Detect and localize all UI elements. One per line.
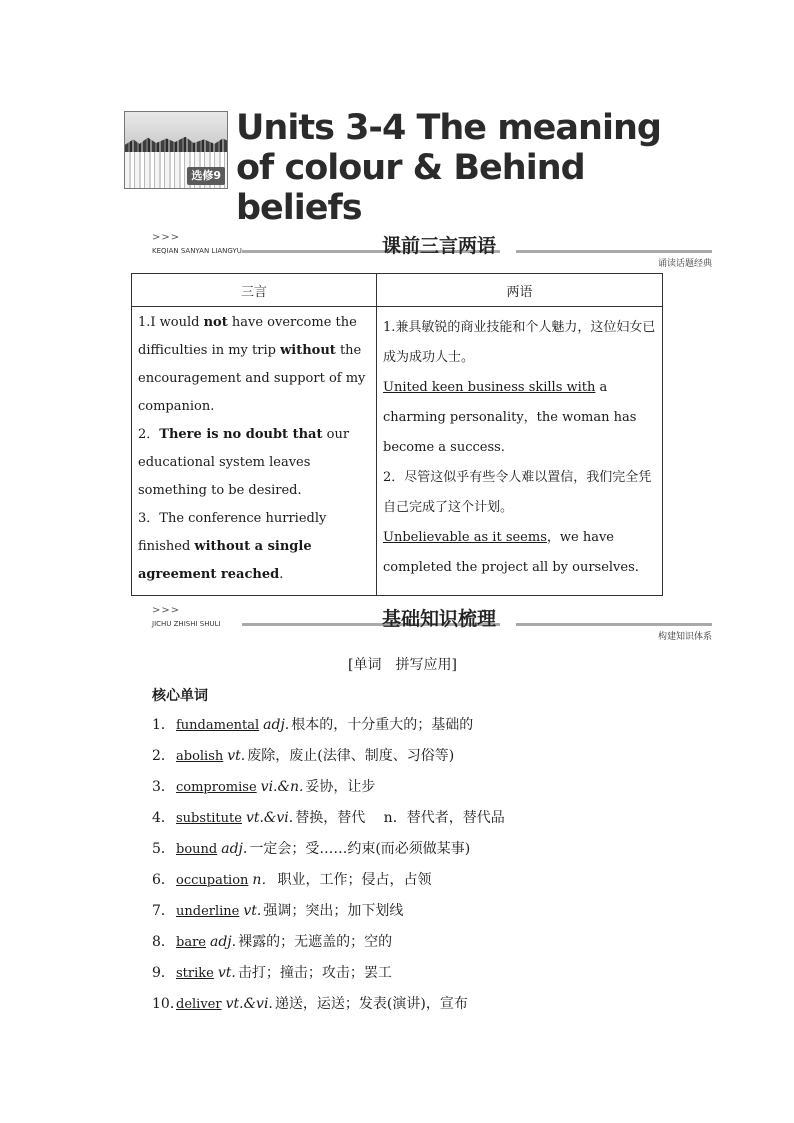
subsection-heading: [单词 拼写应用] [348, 657, 457, 673]
section-title: 基础知识梳理 [381, 608, 496, 630]
liangyu-cell [377, 307, 663, 596]
unit-header [124, 108, 684, 228]
treeline-graphic [125, 134, 228, 152]
sentence-item: 3．The conference hurriedly finished without a single agreement reached. [138, 511, 327, 582]
section-subtitle: 构建知识体系 [657, 632, 712, 642]
chevron-icon: >>> [152, 605, 181, 616]
sentence-table [131, 273, 663, 596]
section-rule [516, 623, 712, 626]
elective-badge: 选修9 [187, 167, 225, 185]
section-rule [516, 250, 712, 253]
list-item: 7．underline vt. 强调；突出；加下划线 [152, 903, 404, 919]
list-item: 4．substitute vt.&vi. 替换，替代 n．替代者，替代品 [152, 810, 505, 826]
section-bar-keqian [152, 232, 712, 269]
list-item: 6．occupation n． 职业，工作；侵占，占领 [152, 872, 432, 888]
sentence-item: 1.I would not have overcome the difficulties in my trip without the encouragement and support of my companion. [138, 315, 366, 414]
chevron-icon: >>> [152, 232, 181, 243]
list-item: 2．abolish vt. 废除，废止(法律、制度、习俗等) [152, 748, 455, 764]
table-row [132, 307, 663, 596]
section-pinyin: KEQIAN SANYAN LIANGYU [152, 247, 242, 255]
column-header: 三言 [132, 274, 377, 307]
section-subtitle: 诵读话题经典 [657, 259, 712, 269]
section-bar-jichu [152, 605, 712, 642]
list-item: 8．bare adj. 裸露的；无遮盖的；空的 [152, 934, 393, 950]
list-item: 1．fundamental adj. 根本的，十分重大的；基础的 [152, 717, 474, 733]
vocab-list [152, 710, 712, 1020]
sentence-item: 2．There is no doubt that our educational system leaves something to be desired. [138, 427, 350, 498]
list-item: 3．compromise vi.&n. 妥协，让步 [152, 779, 376, 795]
unit-title: Units 3-4 The meaning of colour & Behind beliefs [236, 108, 661, 228]
list-item: 9．strike vt. 击打；撞击；攻击；罢工 [152, 965, 392, 981]
section-title: 课前三言两语 [381, 235, 496, 257]
translation-item: 1.兼具敏锐的商业技能和个人魅力，这位妇女已成为成功人士。 United keen business skills with a charming personality，the woman has become a success. [383, 320, 656, 455]
translation-item: 2．尽管这似乎有些令人难以置信，我们完全凭自己完成了这个计划。 Unbelievable as it seems，we have completed the project all by ourselves. [383, 470, 652, 575]
waterfall-image [124, 111, 228, 189]
table-header-row [132, 274, 663, 307]
core-words-heading: 核心单词 [152, 688, 208, 704]
section-pinyin: JICHU ZHISHI SHULI [152, 620, 221, 628]
column-header: 两语 [377, 274, 663, 307]
sanyan-cell [132, 307, 377, 596]
list-item: 10．deliver vt.&vi. 递送，运送；发表(演讲)，宣布 [152, 996, 468, 1012]
list-item: 5．bound adj. 一定会；受……约束(而必须做某事) [152, 841, 471, 857]
